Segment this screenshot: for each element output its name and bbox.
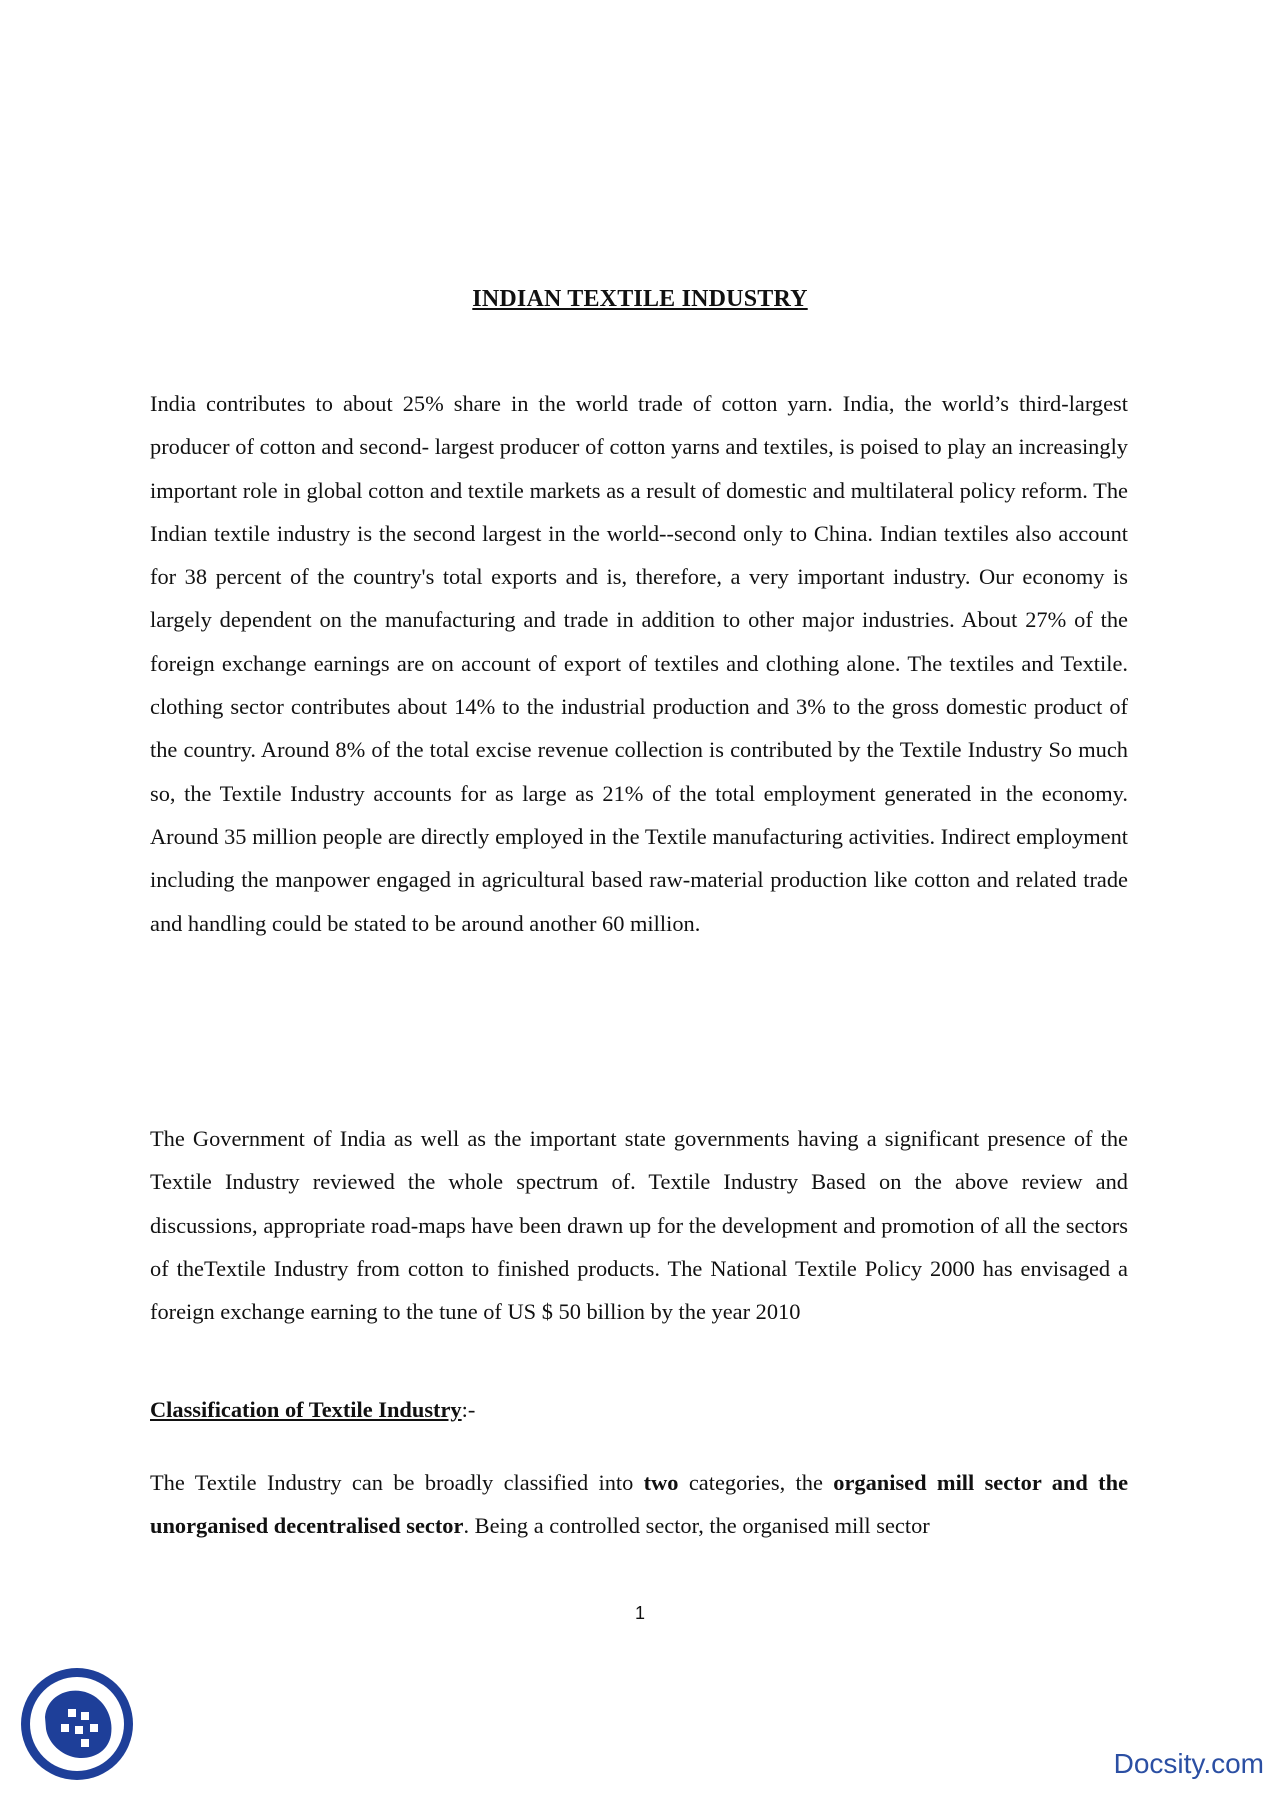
section-heading	[150, 1397, 475, 1423]
docsity-logo-icon[interactable]	[18, 1665, 136, 1783]
docsity-brand-link[interactable]: Docsity.com	[1113, 1748, 1264, 1779]
page-title: INDIAN TEXTILE INDUSTRY	[472, 286, 808, 312]
paragraph-government: The Government of India as well as the important state governments having a significant presence of the Textile Industry reviewed the whole spectrum of. Textile Industry Based on the above review and discussions, appropriate road-maps have been drawn up for the development and promotion of all the sectors of theTextile Industry from cotton to finished products. The National Textile Policy 2000 has envisaged a foreign exchange earning to the tune of US $ 50 billion by the year 2010	[150, 1126, 1128, 1325]
bold-two: two	[643, 1470, 679, 1495]
paragraph-classification	[150, 1461, 1128, 1548]
section-heading-text: Classification of Textile Industry	[150, 1397, 462, 1422]
paragraph-classification-text: . Being a controlled sector, the organised mill sector	[463, 1513, 930, 1539]
page-number: 1	[634, 1603, 645, 1623]
bold-sectors: organised mill sector and the unorganised decentralised sector	[150, 1470, 1129, 1539]
paragraph-classification-text: categories, the	[678, 1470, 834, 1495]
paragraph-intro: India contributes to about 25% share in the world trade of cotton yarn. India, the world’s third-largest producer of cotton and second- largest producer of cotton yarns and textiles, is poised to play an increasingly important role in global cotton and textile markets as a result of domestic and multilateral policy reform. The Indian textile industry is the second largest in the world--second only to China. Indian textiles also account for 38 percent of the country's total exports and is, therefore, a very important industry. Our economy is largely dependent on the manufacturing and trade in addition to other major industries. About 27% of the foreign exchange earnings are on account of export of textiles and clothing alone. The textiles and Textile. clothing sector contributes about 14% to the industrial production and 3% to the gross domestic product of the country. Around 8% of the total excise revenue collection is contributed by the Textile Industry So much so, the Textile Industry accounts for as large as 21% of the total employment generated in the economy. Around 35 million people are directly employed in the Textile manufacturing activities. Indirect employment including the manpower engaged in agricultural based raw-material production like cotton and related trade and handling could be stated to be around another 60 million.	[150, 391, 1128, 936]
section-heading-suffix: :-	[461, 1397, 476, 1422]
paragraph-classification-text: The Textile Industry can be broadly classified into	[150, 1470, 644, 1495]
